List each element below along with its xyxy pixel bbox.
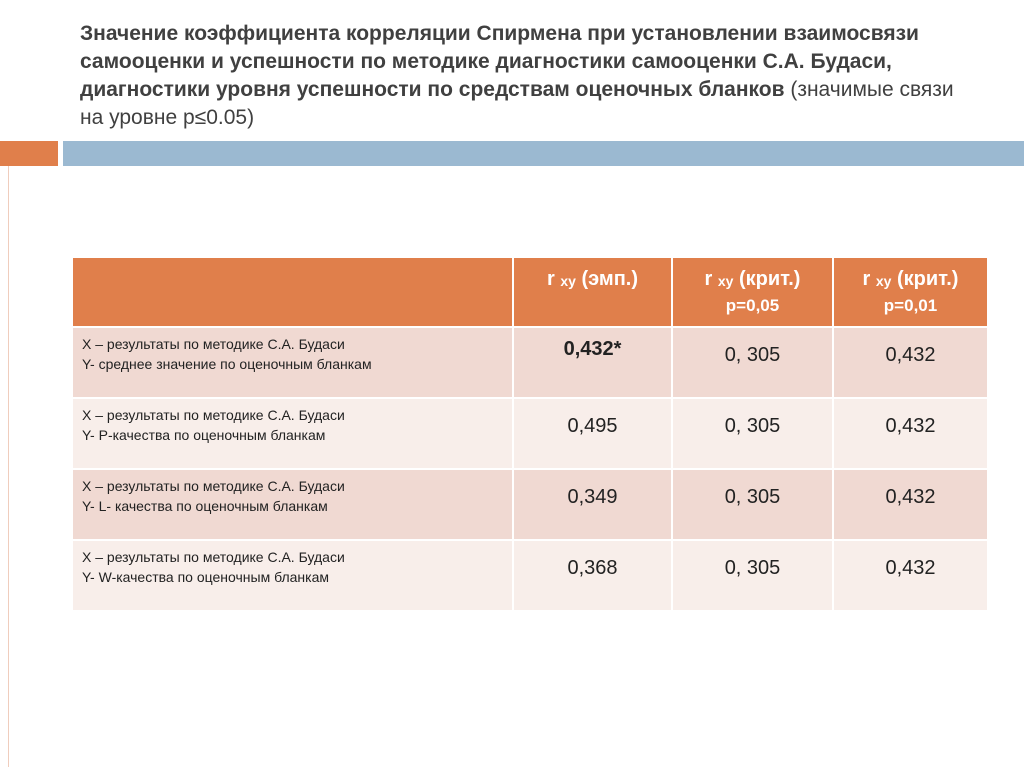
value-emp: 0,368 bbox=[513, 540, 672, 611]
table-row bbox=[72, 469, 988, 540]
header-r-emp: r xy (эмп.) bbox=[513, 257, 672, 327]
value-crit-001: 0,432 bbox=[833, 469, 988, 540]
value-crit-001: 0,432 bbox=[833, 398, 988, 469]
value-crit-005: 0, 305 bbox=[672, 469, 833, 540]
accent-bar-blue bbox=[63, 141, 1024, 166]
header-empty-cell bbox=[72, 257, 513, 327]
table-row bbox=[72, 398, 988, 469]
table-header-row bbox=[72, 257, 988, 327]
row-description: Х – результаты по методике С.А. Будаси Y- W-качества по оценочным бланкам bbox=[72, 540, 513, 611]
value-crit-001: 0,432 bbox=[833, 327, 988, 398]
slide-title bbox=[80, 20, 960, 132]
table-row bbox=[72, 540, 988, 611]
row-description: Х – результаты по методике С.А. Будаси Y- L- качества по оценочным бланкам bbox=[72, 469, 513, 540]
slide-title-note: (значимые связи на уровне р≤0.05) bbox=[80, 78, 954, 129]
row-description: Х – результаты по методике С.А. Будаси Y- среднее значение по оценочным бланкам bbox=[72, 327, 513, 398]
header-r-crit-005: r xy (крит.) р=0,05 bbox=[672, 257, 833, 327]
value-emp: 0,495 bbox=[513, 398, 672, 469]
slide-title-main: Значение коэффициента корреляции Спирмена при установлении взаимосвязи самооценки и успешности по методике диагностики самооценки С.А. Будаси, диагностики уровня успешности по средствам оценочных бланков bbox=[80, 22, 919, 101]
value-crit-005: 0, 305 bbox=[672, 327, 833, 398]
value-crit-005: 0, 305 bbox=[672, 540, 833, 611]
row-description: Х – результаты по методике С.А. Будаси Y- Р-качества по оценочным бланкам bbox=[72, 398, 513, 469]
value-crit-005: 0, 305 bbox=[672, 398, 833, 469]
table-row bbox=[72, 327, 988, 398]
value-crit-001: 0,432 bbox=[833, 540, 988, 611]
header-r-crit-001: r xy (крит.) р=0,01 bbox=[833, 257, 988, 327]
left-divider bbox=[8, 166, 9, 767]
value-emp: 0,349 bbox=[513, 469, 672, 540]
correlation-table bbox=[71, 256, 989, 612]
accent-bar-orange bbox=[0, 141, 58, 166]
value-emp: 0,432* bbox=[513, 327, 672, 398]
